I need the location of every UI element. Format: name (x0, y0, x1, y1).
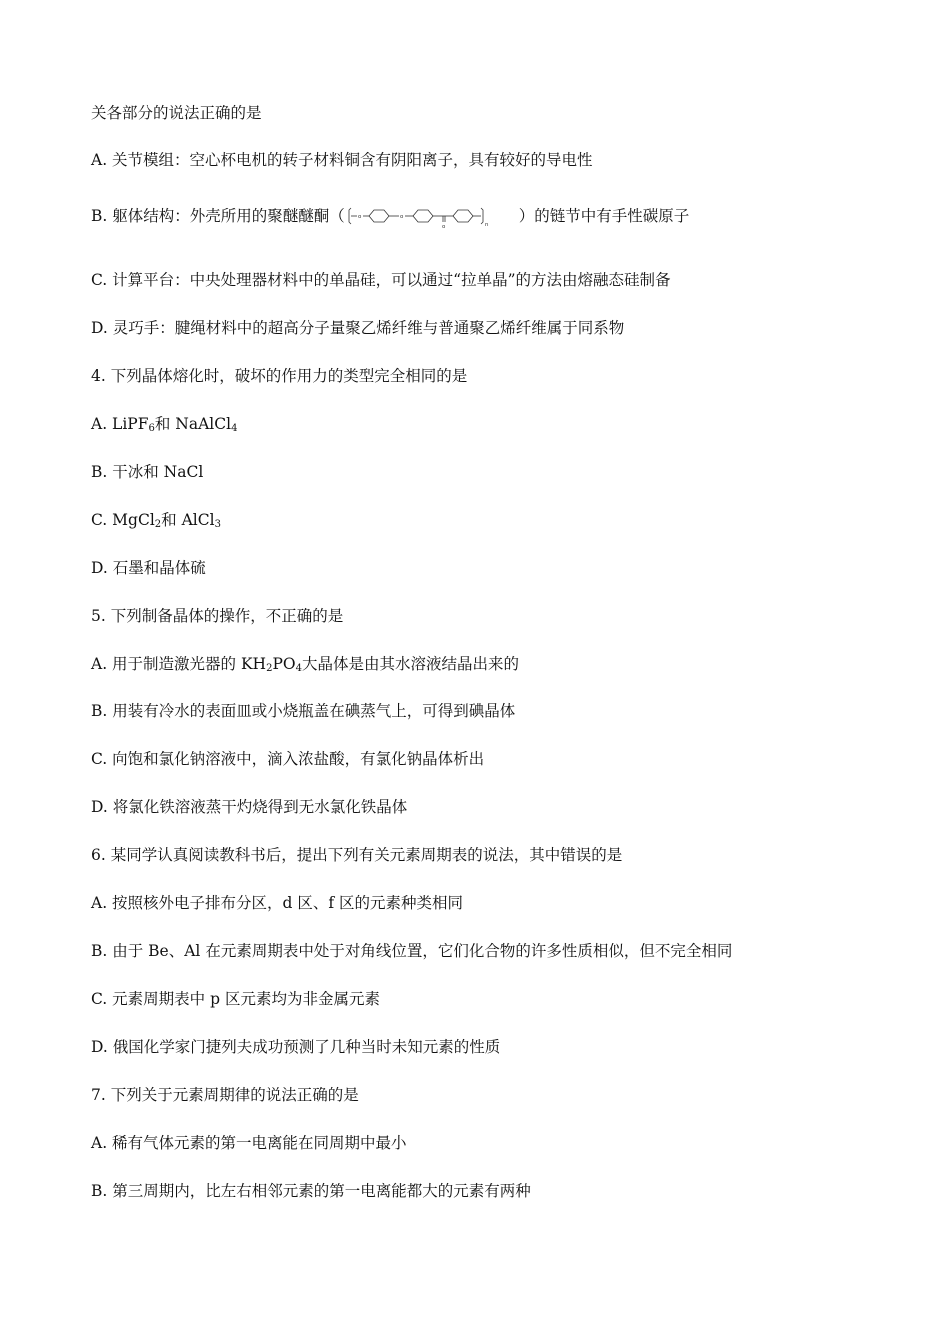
q6-stem: 6. 某同学认真阅读教科书后，提出下列有关元素周期表的说法，其中错误的是 (91, 846, 623, 864)
q6-option-a: A. 按照核外电子排布分区，d 区、f 区的元素种类相同 (91, 894, 464, 912)
q3-option-b (91, 204, 689, 230)
q6-option-b: B. 由于 Be、Al 在元素周期表中处于对角线位置，它们化合物的许多性质相似，但不完全相同 (91, 942, 733, 960)
q3-option-b-text-end: ）的链节中有手性碳原子 (518, 207, 690, 225)
q5-option-a (91, 654, 519, 674)
q4-stem: 4. 下列晶体熔化时，破坏的作用力的类型完全相同的是 (91, 367, 468, 385)
q4-option-d: D. 石墨和晶体硫 (91, 559, 206, 577)
q5-a-prefix: A. 用于制造激光器的 KH (91, 655, 267, 673)
q4-c-mid: 和 AlCl (161, 511, 215, 529)
peek-structure-image (347, 204, 517, 230)
q4-c-sub2: 3 (214, 519, 221, 530)
q7-stem: 7. 下列关于元素周期律的说法正确的是 (91, 1086, 359, 1104)
q3-option-a: A. 关节模组：空心杯电机的转子材料铜含有阴阳离子，具有较好的导电性 (91, 151, 593, 169)
q4-c-prefix: C. MgCl (91, 511, 155, 529)
q7-option-a: A. 稀有气体元素的第一电离能在同周期中最小 (91, 1134, 407, 1152)
svg-text:o: o (357, 214, 362, 220)
q5-option-d: D. 将氯化铁溶液蒸干灼烧得到无水氯化铁晶体 (91, 798, 408, 816)
q4-a-prefix: A. LiPF (91, 415, 149, 433)
q3-option-c: C. 计算平台：中央处理器材料中的单晶硅，可以通过“拉单晶”的方法由熔融态硅制备 (91, 271, 671, 289)
q5-a-sub2: 4 (295, 663, 302, 674)
q3-option-d: D. 灵巧手：腱绳材料中的超高分子量聚乙烯纤维与普通聚乙烯纤维属于同系物 (91, 319, 625, 337)
q3-option-b-text: B. 躯体结构：外壳所用的聚醚醚酮（ (91, 207, 345, 225)
q5-a-sub1: 2 (266, 663, 273, 674)
q4-a-mid: 和 NaAlCl (154, 415, 232, 433)
svg-text:o: o (441, 224, 446, 230)
q4-a-sub1: 6 (148, 423, 155, 434)
q4-option-c (91, 510, 221, 530)
q4-option-a (91, 414, 237, 434)
q6-option-d: D. 俄国化学家门捷列夫成功预测了几种当时未知元素的性质 (91, 1038, 501, 1056)
q4-c-sub1: 2 (154, 519, 162, 530)
svg-text:n: n (484, 222, 489, 228)
q4-a-sub2: 4 (231, 423, 238, 434)
q5-option-c: C. 向饱和氯化钠溶液中，滴入浓盐酸，有氯化钠晶体析出 (91, 750, 485, 768)
q5-a-suffix: 大晶体是由其水溶液结晶出来的 (301, 655, 519, 673)
q5-option-b: B. 用装有冷水的表面皿或小烧瓶盖在碘蒸气上，可得到碘晶体 (91, 702, 516, 720)
q5-stem: 5. 下列制备晶体的操作，不正确的是 (91, 607, 344, 625)
q5-a-mid: PO (272, 655, 296, 673)
q7-option-b: B. 第三周期内，比左右相邻元素的第一电离能都大的元素有两种 (91, 1182, 531, 1200)
q6-option-c: C. 元素周期表中 p 区元素均为非金属元素 (91, 990, 380, 1008)
q3-stem: 关各部分的说法正确的是 (91, 104, 262, 122)
svg-text:o: o (399, 214, 404, 220)
q4-option-b: B. 干冰和 NaCl (91, 463, 204, 481)
